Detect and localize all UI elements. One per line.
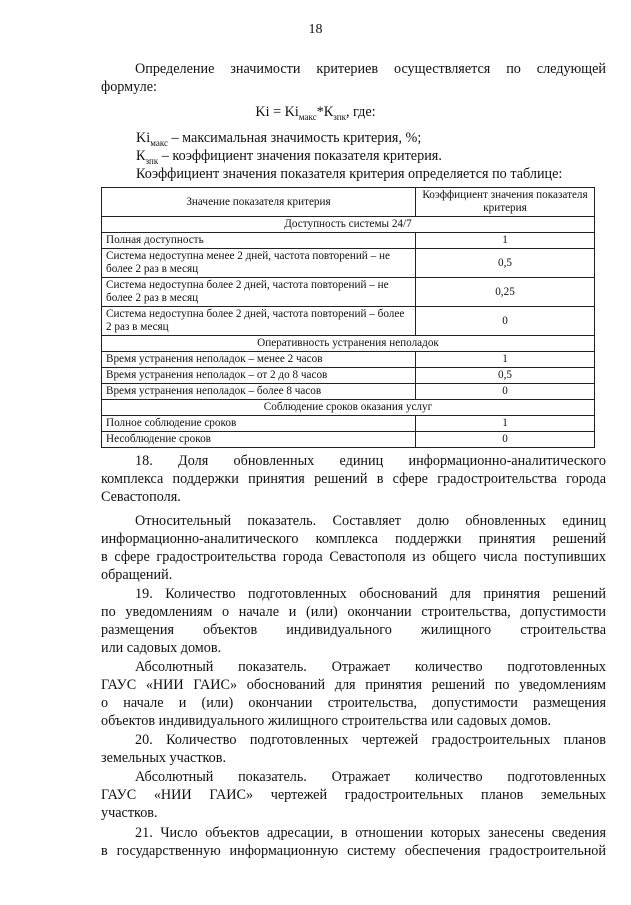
paragraph-line: обращений. [101, 567, 173, 583]
table-row: Система недоступна более 2 дней, частота повторений – не более 2 раз в месяц 0,25 [102, 278, 595, 307]
table-header-left: Значение показателя критерия [102, 188, 416, 217]
paragraph-18-line: 18. Доля обновленных единиц информационно-аналитического [135, 453, 606, 469]
paragraph-18-line: Севастополя. [101, 489, 181, 505]
formula: $Ki = Ki_{макс}*К_{зпк}$, где: [255, 104, 376, 122]
table-intro: Коэффициент значения показателя критерия определяется по таблице: [136, 166, 563, 182]
paragraph-line: Абсолютный показатель. Отражает количество подготовленных [135, 769, 606, 785]
section-title: Соблюдение сроков оказания услуг [102, 400, 595, 416]
section-title: Доступность системы 24/7 [102, 217, 595, 233]
paragraph-21-line: в государственную информационную систему обеспечения градостроительной [101, 843, 606, 859]
paragraph-21-line: 21. Число объектов адресации, в отношении которых занесены сведения [135, 825, 606, 841]
paragraph-20-line: 20. Количество подготовленных чертежей градостроительных планов [135, 732, 606, 748]
table-row: Система недоступна более 2 дней, частота повторений – более 2 раз в месяц 0 [102, 307, 595, 336]
paragraph-line: информационно-аналитического комплекса поддержки принятия решений [101, 531, 606, 547]
paragraph-19-line: 19. Количество подготовленных обоснований для принятия решений [135, 586, 606, 602]
paragraph-18-line: комплекса поддержки принятия решений в сфере градостроительства города [101, 471, 606, 487]
paragraph-line: ГАУС «НИИ ГАИС» чертежей градостроительных планов земельных [101, 787, 606, 803]
paragraph-line: ГАУС «НИИ ГАИС» обоснований для принятия решений по уведомлениям [101, 677, 606, 693]
page-number: 18 [308, 22, 323, 37]
definition-ki-max: $Ki_{макс}$ – максимальная значимость критерия, %; [136, 130, 422, 148]
paragraph-line: участков. [101, 805, 158, 821]
section-title: Оперативность устранения неполадок [102, 336, 595, 352]
paragraph-line: о начале и (или) окончании строительства, допустимости размещения [101, 695, 606, 711]
paragraph-line: объектов индивидуального жилищного строительства или садовых домов. [101, 713, 552, 729]
paragraph-19-line: по уведомлениям о начале и (или) окончании строительства, допустимости [101, 604, 606, 620]
paragraph-20-line: земельных участков. [101, 750, 227, 766]
intro-line-2: формуле: [101, 79, 157, 95]
paragraph-line: Относительный показатель. Составляет долю обновленных единиц [135, 513, 606, 529]
table-row: Система недоступна менее 2 дней, частота повторений – не более 2 раз в месяц 0,5 [102, 249, 595, 278]
paragraph-19-line: размещения объектов индивидуального жилищного строительства [101, 622, 606, 638]
table-row: Полная доступность 1 [102, 233, 595, 249]
intro-line-1: Определение значимости критериев осуществляется по следующей [135, 61, 606, 77]
table-row: Время устранения неполадок – от 2 до 8 часов 0,5 [102, 368, 595, 384]
paragraph-19-line: или садовых домов. [101, 640, 222, 656]
criteria-table [101, 187, 595, 448]
paragraph-line: Абсолютный показатель. Отражает количество подготовленных [135, 659, 606, 675]
definition-k-zpk: $К_{зпк}$ – коэффициент значения показателя критерия. [136, 148, 442, 166]
table-row: Время устранения неполадок – более 8 часов 0 [102, 384, 595, 400]
table-row: Несоблюдение сроков 0 [102, 432, 595, 448]
table-header-right: Коэффициент значения показателя критерия [416, 188, 595, 217]
table-row: Время устранения неполадок – менее 2 часов 1 [102, 352, 595, 368]
table-row: Полное соблюдение сроков 1 [102, 416, 595, 432]
paragraph-line: в сфере градостроительства города Севастополя из общего числа поступивших [101, 549, 606, 565]
